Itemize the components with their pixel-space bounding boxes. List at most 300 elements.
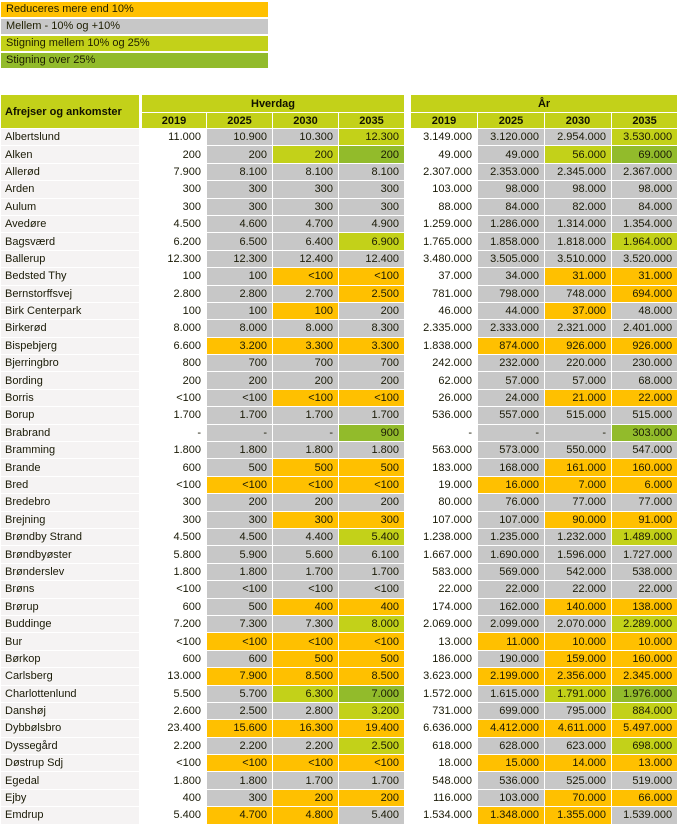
- value-cell: 8.500: [339, 668, 405, 685]
- station-name: Bispebjerg: [1, 337, 141, 354]
- value-cell: 100: [207, 302, 273, 319]
- value-cell: 1.572.000: [411, 685, 478, 702]
- value-cell: 1.286.000: [478, 215, 545, 232]
- value-cell: 557.000: [478, 407, 545, 424]
- value-cell: 220.000: [545, 355, 612, 372]
- value-cell: 4.611.000: [545, 720, 612, 737]
- value-cell: 1.800: [207, 442, 273, 459]
- value-cell: 1.838.000: [411, 337, 478, 354]
- value-cell: 3.510.000: [545, 250, 612, 267]
- value-cell: 22.000: [612, 581, 677, 598]
- value-cell: 77.000: [612, 494, 677, 511]
- station-name: Brande: [1, 459, 141, 476]
- value-cell: 3.623.000: [411, 668, 478, 685]
- table-row: [1, 424, 677, 441]
- value-cell: 15.600: [207, 720, 273, 737]
- value-cell: 48.000: [612, 302, 677, 319]
- value-cell: 200: [141, 146, 207, 163]
- table-row: [1, 737, 677, 754]
- value-cell: 88.000: [411, 198, 478, 215]
- value-cell: 500: [273, 650, 339, 667]
- value-cell: 542.000: [545, 563, 612, 580]
- value-cell: 116.000: [411, 789, 478, 806]
- value-cell: 22.000: [478, 581, 545, 598]
- value-cell: 6.000: [612, 476, 677, 493]
- value-cell: 6.600: [141, 337, 207, 354]
- value-cell: <100: [207, 755, 273, 772]
- value-cell: 19.400: [339, 720, 405, 737]
- value-cell: 57.000: [478, 372, 545, 389]
- value-cell: 80.000: [411, 494, 478, 511]
- value-cell: 7.300: [207, 615, 273, 632]
- value-cell: <100: [207, 581, 273, 598]
- value-cell: 2.307.000: [411, 163, 478, 180]
- value-cell: 1.700: [273, 563, 339, 580]
- value-cell: 8.000: [339, 615, 405, 632]
- table-row: [1, 494, 677, 511]
- value-cell: <100: [339, 633, 405, 650]
- value-cell: 2.800: [273, 702, 339, 719]
- table-row: [1, 337, 677, 354]
- value-cell: 7.900: [207, 668, 273, 685]
- value-cell: 70.000: [545, 789, 612, 806]
- value-cell: 5.700: [207, 685, 273, 702]
- value-cell: 300: [273, 198, 339, 215]
- value-cell: 84.000: [478, 198, 545, 215]
- value-cell: 16.300: [273, 720, 339, 737]
- legend: [1, 2, 677, 68]
- value-cell: 694.000: [612, 285, 677, 302]
- value-cell: 10.000: [612, 633, 677, 650]
- value-cell: 2.401.000: [612, 320, 677, 337]
- value-cell: 84.000: [612, 198, 677, 215]
- station-name: Borup: [1, 407, 141, 424]
- value-cell: 200: [339, 789, 405, 806]
- value-cell: 98.000: [612, 181, 677, 198]
- value-cell: 515.000: [612, 407, 677, 424]
- value-cell: 300: [339, 511, 405, 528]
- value-cell: 19.000: [411, 476, 478, 493]
- value-cell: 4.500: [207, 528, 273, 545]
- value-cell: 600: [141, 650, 207, 667]
- value-cell: 5.800: [141, 546, 207, 563]
- station-name: Bernstorffsvej: [1, 285, 141, 302]
- value-cell: 600: [141, 459, 207, 476]
- value-cell: 37.000: [545, 302, 612, 319]
- value-cell: 3.300: [339, 337, 405, 354]
- value-cell: 190.000: [478, 650, 545, 667]
- value-cell: 6.200: [141, 233, 207, 250]
- value-cell: 1.259.000: [411, 215, 478, 232]
- value-cell: 2.500: [207, 702, 273, 719]
- value-cell: 1.800: [207, 772, 273, 789]
- value-cell: 3.530.000: [612, 129, 677, 146]
- value-cell: 8.100: [339, 163, 405, 180]
- table-row: [1, 650, 677, 667]
- table-row: [1, 633, 677, 650]
- value-cell: 583.000: [411, 563, 478, 580]
- value-cell: 1.489.000: [612, 528, 677, 545]
- value-cell: 1.690.000: [478, 546, 545, 563]
- value-cell: 618.000: [411, 737, 478, 754]
- value-cell: 300: [141, 198, 207, 215]
- value-cell: 140.000: [545, 598, 612, 615]
- value-cell: 884.000: [612, 702, 677, 719]
- value-cell: 11.000: [478, 633, 545, 650]
- value-cell: 1.700: [207, 407, 273, 424]
- value-cell: 1.700: [141, 407, 207, 424]
- value-cell: 3.200: [207, 337, 273, 354]
- value-cell: <100: [339, 268, 405, 285]
- table-row: [1, 163, 677, 180]
- value-cell: 798.000: [478, 285, 545, 302]
- value-cell: 2.353.000: [478, 163, 545, 180]
- value-cell: 515.000: [545, 407, 612, 424]
- value-cell: 874.000: [478, 337, 545, 354]
- value-cell: 1.700: [273, 772, 339, 789]
- value-cell: 6.900: [339, 233, 405, 250]
- value-cell: 2.321.000: [545, 320, 612, 337]
- value-cell: 7.000: [339, 685, 405, 702]
- table-row: [1, 685, 677, 702]
- value-cell: 300: [207, 198, 273, 215]
- value-cell: -: [273, 424, 339, 441]
- value-cell: 300: [207, 789, 273, 806]
- value-cell: 3.200: [339, 702, 405, 719]
- table-row: [1, 198, 677, 215]
- value-cell: 300: [273, 181, 339, 198]
- value-cell: 400: [141, 789, 207, 806]
- table-row: [1, 546, 677, 563]
- value-cell: 90.000: [545, 511, 612, 528]
- table-row: [1, 389, 677, 406]
- value-cell: 1.858.000: [478, 233, 545, 250]
- value-cell: 10.300: [273, 129, 339, 146]
- value-cell: 46.000: [411, 302, 478, 319]
- value-cell: 1.667.000: [411, 546, 478, 563]
- value-cell: 66.000: [612, 789, 677, 806]
- value-cell: <100: [141, 581, 207, 598]
- value-cell: 5.400: [339, 528, 405, 545]
- station-name: Børkop: [1, 650, 141, 667]
- value-cell: <100: [273, 633, 339, 650]
- value-cell: 7.200: [141, 615, 207, 632]
- value-cell: 1.800: [141, 772, 207, 789]
- value-cell: 4.700: [273, 215, 339, 232]
- table-row: [1, 320, 677, 337]
- table-row: [1, 302, 677, 319]
- station-name: Charlottenlund: [1, 685, 141, 702]
- value-cell: 8.100: [207, 163, 273, 180]
- value-cell: 162.000: [478, 598, 545, 615]
- value-cell: <100: [207, 633, 273, 650]
- station-name: Emdrup: [1, 807, 141, 824]
- station-name: Brørup: [1, 598, 141, 615]
- value-cell: 2.800: [207, 285, 273, 302]
- year-header-aar-2030: 2030: [545, 113, 612, 129]
- value-cell: 1.800: [141, 442, 207, 459]
- station-name: Birkerød: [1, 320, 141, 337]
- value-cell: 4.900: [339, 215, 405, 232]
- value-cell: 781.000: [411, 285, 478, 302]
- value-cell: 536.000: [478, 772, 545, 789]
- value-cell: 2.335.000: [411, 320, 478, 337]
- year-header-hverdag-2035: 2035: [339, 113, 405, 129]
- value-cell: 16.000: [478, 476, 545, 493]
- value-cell: 7.000: [545, 476, 612, 493]
- value-cell: 4.412.000: [478, 720, 545, 737]
- value-cell: 8.500: [273, 668, 339, 685]
- value-cell: 1.964.000: [612, 233, 677, 250]
- table-row: [1, 528, 677, 545]
- station-name: Birk Centerpark: [1, 302, 141, 319]
- value-cell: 183.000: [411, 459, 478, 476]
- station-name: Brabrand: [1, 424, 141, 441]
- station-name: Avedøre: [1, 215, 141, 232]
- station-name: Bred: [1, 476, 141, 493]
- value-cell: 748.000: [545, 285, 612, 302]
- year-header-hverdag-2025: 2025: [207, 113, 273, 129]
- value-cell: 1.314.000: [545, 215, 612, 232]
- value-cell: <100: [273, 268, 339, 285]
- value-cell: 10.900: [207, 129, 273, 146]
- value-cell: 1.615.000: [478, 685, 545, 702]
- value-cell: 2.333.000: [478, 320, 545, 337]
- value-cell: 500: [339, 459, 405, 476]
- value-cell: 303.000: [612, 424, 677, 441]
- value-cell: 232.000: [478, 355, 545, 372]
- year-header-aar-2019: 2019: [411, 113, 478, 129]
- value-cell: 4.500: [141, 528, 207, 545]
- value-cell: <100: [141, 633, 207, 650]
- table-row: [1, 789, 677, 806]
- value-cell: 1.800: [273, 442, 339, 459]
- value-cell: 15.000: [478, 755, 545, 772]
- value-cell: 200: [273, 494, 339, 511]
- station-name: Brøns: [1, 581, 141, 598]
- table-row: [1, 615, 677, 632]
- table-row: [1, 581, 677, 598]
- value-cell: 12.400: [339, 250, 405, 267]
- table-row: [1, 233, 677, 250]
- table-row: [1, 720, 677, 737]
- value-cell: 98.000: [545, 181, 612, 198]
- value-cell: 300: [207, 511, 273, 528]
- value-cell: -: [141, 424, 207, 441]
- value-cell: 103.000: [478, 789, 545, 806]
- station-name: Aulum: [1, 198, 141, 215]
- table-row: [1, 668, 677, 685]
- table-row: [1, 442, 677, 459]
- group-header-hverdag: Hverdag: [141, 95, 405, 113]
- value-cell: 400: [339, 598, 405, 615]
- value-cell: 700: [339, 355, 405, 372]
- station-name: Bagsværd: [1, 233, 141, 250]
- year-header-hverdag-2030: 2030: [273, 113, 339, 129]
- value-cell: -: [545, 424, 612, 441]
- value-cell: 103.000: [411, 181, 478, 198]
- value-cell: 2.600: [141, 702, 207, 719]
- station-name: Danshøj: [1, 702, 141, 719]
- value-cell: 2.500: [339, 737, 405, 754]
- value-cell: 62.000: [411, 372, 478, 389]
- value-cell: 1.235.000: [478, 528, 545, 545]
- value-cell: 926.000: [545, 337, 612, 354]
- value-cell: 56.000: [545, 146, 612, 163]
- value-cell: <100: [273, 389, 339, 406]
- value-cell: 2.199.000: [478, 668, 545, 685]
- value-cell: 4.800: [273, 807, 339, 824]
- value-cell: 519.000: [612, 772, 677, 789]
- table-row: [1, 459, 677, 476]
- value-cell: 138.000: [612, 598, 677, 615]
- value-cell: 6.300: [273, 685, 339, 702]
- value-cell: 1.232.000: [545, 528, 612, 545]
- value-cell: 1.238.000: [411, 528, 478, 545]
- year-header-aar-2025: 2025: [478, 113, 545, 129]
- value-cell: 4.500: [141, 215, 207, 232]
- year-header-hverdag-2019: 2019: [141, 113, 207, 129]
- value-cell: 5.500: [141, 685, 207, 702]
- value-cell: 8.000: [273, 320, 339, 337]
- value-cell: 37.000: [411, 268, 478, 285]
- station-name: Carlsberg: [1, 668, 141, 685]
- value-cell: 538.000: [612, 563, 677, 580]
- value-cell: 8.000: [207, 320, 273, 337]
- value-cell: 2.954.000: [545, 129, 612, 146]
- value-cell: 5.497.000: [612, 720, 677, 737]
- value-cell: 1.727.000: [612, 546, 677, 563]
- value-cell: 200: [141, 372, 207, 389]
- station-name: Brøndby Strand: [1, 528, 141, 545]
- value-cell: 2.200: [207, 737, 273, 754]
- value-cell: 6.500: [207, 233, 273, 250]
- value-cell: 1.354.000: [612, 215, 677, 232]
- value-cell: 12.300: [339, 129, 405, 146]
- value-cell: 400: [273, 598, 339, 615]
- value-cell: 2.099.000: [478, 615, 545, 632]
- table-row: [1, 807, 677, 824]
- value-cell: 300: [141, 511, 207, 528]
- value-cell: 2.367.000: [612, 163, 677, 180]
- value-cell: 159.000: [545, 650, 612, 667]
- value-cell: -: [478, 424, 545, 441]
- value-cell: 107.000: [411, 511, 478, 528]
- value-cell: 8.000: [141, 320, 207, 337]
- value-cell: 500: [207, 459, 273, 476]
- value-cell: 1.700: [339, 772, 405, 789]
- table-row: [1, 476, 677, 493]
- table-row: [1, 250, 677, 267]
- station-name: Buddinge: [1, 615, 141, 632]
- value-cell: 49.000: [411, 146, 478, 163]
- value-cell: 569.000: [478, 563, 545, 580]
- value-cell: 5.400: [339, 807, 405, 824]
- table-row: [1, 407, 677, 424]
- value-cell: 698.000: [612, 737, 677, 754]
- value-cell: 168.000: [478, 459, 545, 476]
- value-cell: 12.300: [207, 250, 273, 267]
- value-cell: 34.000: [478, 268, 545, 285]
- value-cell: -: [411, 424, 478, 441]
- value-cell: 76.000: [478, 494, 545, 511]
- value-cell: 1.348.000: [478, 807, 545, 824]
- value-cell: 4.400: [273, 528, 339, 545]
- value-cell: 22.000: [612, 389, 677, 406]
- value-cell: 100: [207, 268, 273, 285]
- value-cell: 300: [207, 181, 273, 198]
- value-cell: 200: [339, 146, 405, 163]
- value-cell: 5.400: [141, 807, 207, 824]
- value-cell: 8.100: [273, 163, 339, 180]
- value-cell: 200: [273, 372, 339, 389]
- value-cell: 6.400: [273, 233, 339, 250]
- table-title-cell: Afrejser og ankomster: [1, 95, 141, 129]
- value-cell: 200: [339, 494, 405, 511]
- table-body: [1, 129, 677, 825]
- year-header-aar-2035: 2035: [612, 113, 677, 129]
- value-cell: 91.000: [612, 511, 677, 528]
- value-cell: 6.636.000: [411, 720, 478, 737]
- legend-item: Reduceres mere end 10%: [1, 2, 268, 17]
- value-cell: 1.539.000: [612, 807, 677, 824]
- table-row: [1, 355, 677, 372]
- group-header-aar: År: [411, 95, 677, 113]
- value-cell: 3.480.000: [411, 250, 478, 267]
- value-cell: 31.000: [612, 268, 677, 285]
- value-cell: 500: [273, 459, 339, 476]
- value-cell: 3.505.000: [478, 250, 545, 267]
- value-cell: 1.700: [339, 407, 405, 424]
- value-cell: 500: [339, 650, 405, 667]
- value-cell: 107.000: [478, 511, 545, 528]
- value-cell: 23.400: [141, 720, 207, 737]
- value-cell: 100: [273, 302, 339, 319]
- value-cell: 8.300: [339, 320, 405, 337]
- value-cell: 49.000: [478, 146, 545, 163]
- station-name: Dybbølsbro: [1, 720, 141, 737]
- value-cell: 926.000: [612, 337, 677, 354]
- station-name: Brejning: [1, 511, 141, 528]
- value-cell: <100: [339, 755, 405, 772]
- value-cell: <100: [141, 389, 207, 406]
- value-cell: 2.200: [273, 737, 339, 754]
- station-name: Brøndbyøster: [1, 546, 141, 563]
- table-row: [1, 129, 677, 146]
- table-row: [1, 268, 677, 285]
- value-cell: 77.000: [545, 494, 612, 511]
- station-name: Alken: [1, 146, 141, 163]
- departures-arrivals-table: [0, 94, 677, 825]
- value-cell: 628.000: [478, 737, 545, 754]
- value-cell: 12.400: [273, 250, 339, 267]
- table-row: [1, 563, 677, 580]
- value-cell: 623.000: [545, 737, 612, 754]
- value-cell: 1.800: [141, 563, 207, 580]
- value-cell: 3.149.000: [411, 129, 478, 146]
- station-name: Allerød: [1, 163, 141, 180]
- value-cell: 800: [141, 355, 207, 372]
- value-cell: 11.000: [141, 129, 207, 146]
- value-cell: 1.700: [273, 407, 339, 424]
- value-cell: 2.356.000: [545, 668, 612, 685]
- value-cell: 13.000: [141, 668, 207, 685]
- value-cell: 2.345.000: [612, 668, 677, 685]
- station-name: Egedal: [1, 772, 141, 789]
- value-cell: 2.289.000: [612, 615, 677, 632]
- value-cell: 548.000: [411, 772, 478, 789]
- value-cell: 2.345.000: [545, 163, 612, 180]
